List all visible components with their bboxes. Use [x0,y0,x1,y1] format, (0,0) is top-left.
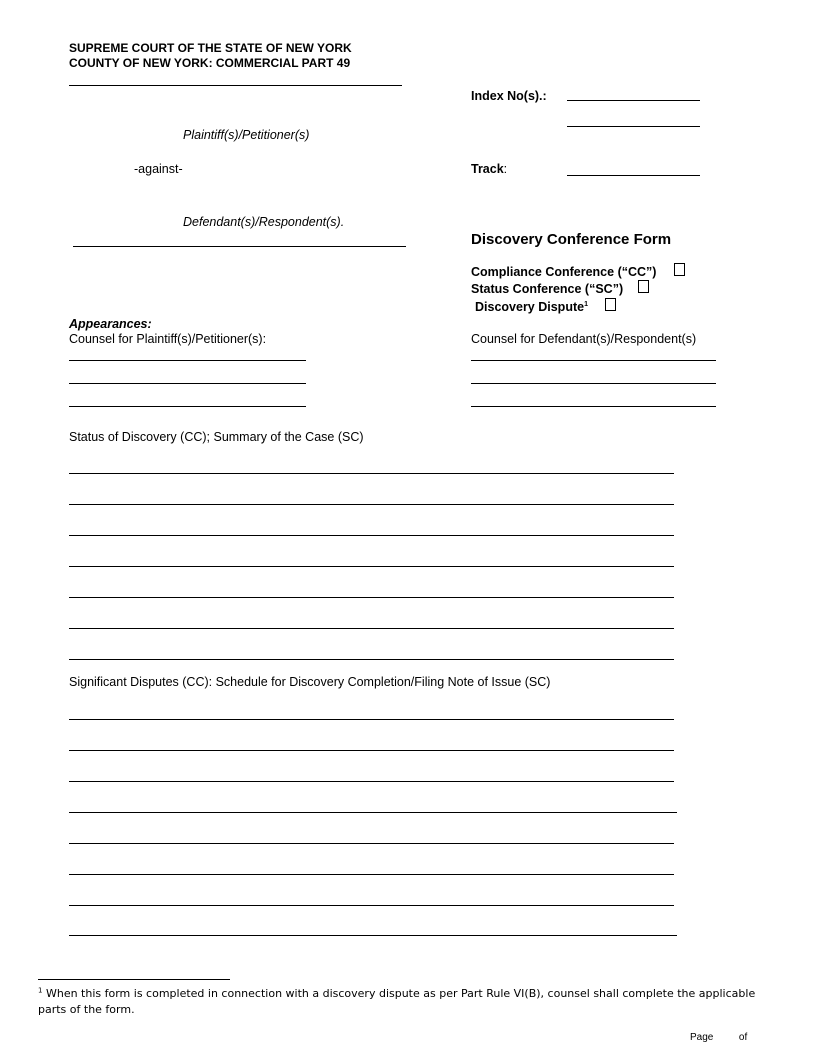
discovery-dispute-checkbox[interactable] [605,298,616,311]
caption-top-rule [69,85,402,86]
disputes-line-7[interactable] [69,905,674,906]
disputes-line-5[interactable] [69,843,674,844]
page-label: Page [690,1032,714,1043]
footnote-number: 1 [38,986,43,995]
form-title: Discovery Conference Form [471,231,672,248]
plaintiff-counsel-label: Counsel for Plaintiff(s)/Petitioner(s): [69,332,267,346]
status-line-7[interactable] [69,659,674,660]
index-number-field-1[interactable] [567,100,700,101]
disputes-line-4[interactable] [69,812,677,813]
court-line-1: SUPREME COURT OF THE STATE OF NEW YORK [69,41,352,55]
track-label [471,162,507,177]
status-of-discovery-heading: Status of Discovery (CC); Summary of the Case (SC) [69,430,364,444]
plaintiff-counsel-field-2[interactable] [69,383,306,384]
status-conference-checkbox[interactable] [638,280,649,293]
page-number [690,1032,747,1043]
significant-disputes-heading: Significant Disputes (CC): Schedule for Discovery Completion/Filing Note of Issue (SC) [69,675,551,689]
footnote [38,986,783,1018]
defendant-counsel-field-3[interactable] [471,406,716,407]
status-line-1[interactable] [69,473,674,474]
index-number-field-2[interactable] [567,126,700,127]
footnote-text: When this form is completed in connection with a discovery dispute as per Part Rule VI(B), counsel shall complete the applicable parts of the form. [38,987,756,1016]
court-name [69,41,352,71]
defendant-label: Defendant(s)/Respondent(s). [183,215,345,229]
index-label: Index No(s).: [471,89,547,103]
defendant-counsel-field-1[interactable] [471,360,716,361]
plaintiff-counsel-field-3[interactable] [69,406,306,407]
plaintiff-counsel-field-1[interactable] [69,360,306,361]
caption-bottom-rule [73,246,406,247]
disputes-line-8[interactable] [69,935,677,936]
status-line-2[interactable] [69,504,674,505]
compliance-conference-checkbox[interactable] [674,263,685,276]
disputes-line-6[interactable] [69,874,674,875]
footnote-separator [38,979,230,980]
status-conference-label: Status Conference (“SC”) [471,282,624,296]
discovery-dispute-text: Discovery Dispute [475,300,585,314]
defendant-counsel-field-2[interactable] [471,383,716,384]
track-field[interactable] [567,175,700,176]
disputes-line-1[interactable] [69,719,674,720]
compliance-conference-label: Compliance Conference (“CC”) [471,265,657,279]
status-line-6[interactable] [69,628,674,629]
track-label-colon: : [503,162,508,176]
footnote-ref: 1 [584,300,588,308]
page-of-label: of [738,1032,748,1043]
court-line-2: COUNTY OF NEW YORK: COMMERCIAL PART 49 [69,56,351,70]
disputes-line-2[interactable] [69,750,674,751]
against-label: -against- [134,162,183,176]
track-label-text: Track [471,162,504,176]
status-line-3[interactable] [69,535,674,536]
appearances-heading: Appearances: [69,317,152,331]
discovery-dispute-label [475,300,588,315]
disputes-line-3[interactable] [69,781,674,782]
status-line-5[interactable] [69,597,674,598]
plaintiff-label: Plaintiff(s)/Petitioner(s) [183,128,310,142]
defendant-counsel-label: Counsel for Defendant(s)/Respondent(s) [471,332,697,346]
status-line-4[interactable] [69,566,674,567]
